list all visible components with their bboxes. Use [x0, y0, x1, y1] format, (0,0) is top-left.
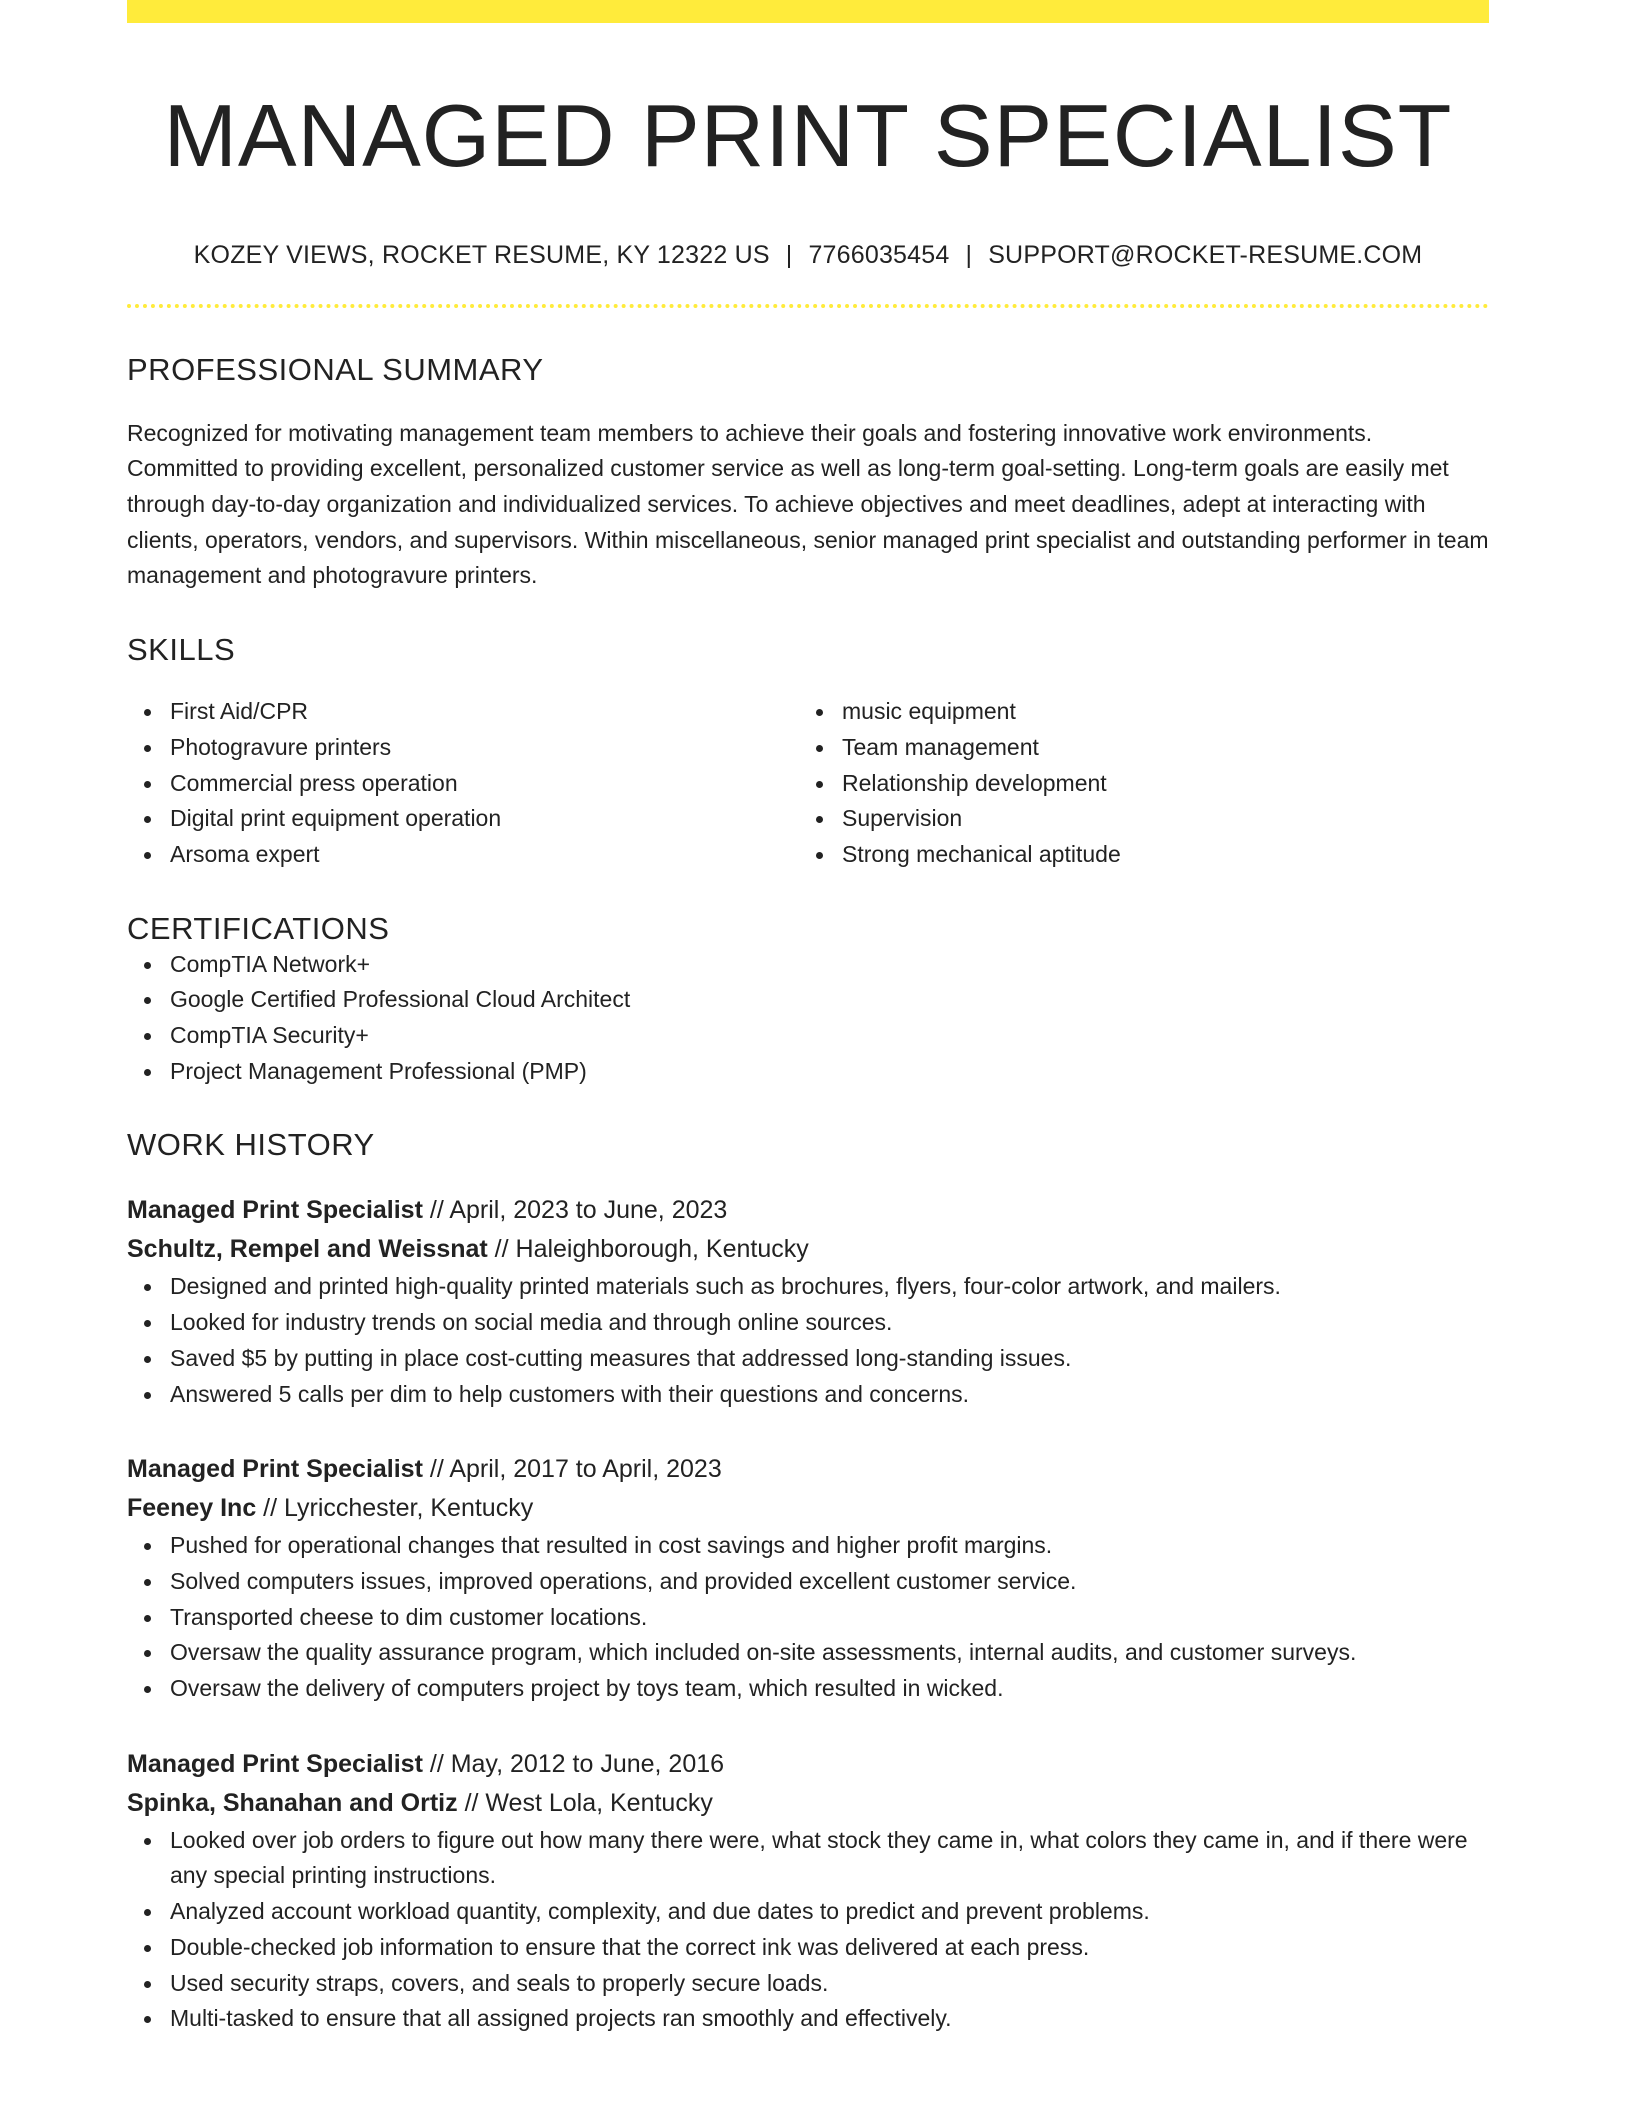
job-bullet: Multi-tasked to ensure that all assigned projects ran smoothly and effectively.	[170, 2001, 1489, 2037]
job-title-line	[127, 1191, 1489, 1230]
skill-item: Arsoma expert	[170, 837, 799, 873]
job-role: Managed Print Specialist	[127, 1196, 423, 1225]
job-location: // West Lola, Kentucky	[457, 1788, 713, 1817]
contact-phone: 7766035454	[808, 240, 950, 269]
job-bullet: Oversaw the delivery of computers project by toys team, which resulted in wicked.	[170, 1671, 1489, 1707]
skills-heading: SKILLS	[127, 632, 236, 668]
skills-column-right	[799, 694, 1471, 873]
job-role: Managed Print Specialist	[127, 1749, 423, 1778]
summary-heading: PROFESSIONAL SUMMARY	[127, 351, 544, 387]
certifications-heading: CERTIFICATIONS	[127, 910, 390, 946]
job-entry	[127, 1450, 1489, 1707]
job-location: // Lyricchester, Kentucky	[256, 1494, 534, 1523]
job-dates: // April, 2023 to June, 2023	[422, 1196, 728, 1225]
job-bullet: Oversaw the quality assurance program, which included on-site assessments, internal audits, and customer surveys.	[170, 1635, 1489, 1671]
skill-item: Photogravure printers	[170, 730, 799, 766]
skill-item: Commercial press operation	[170, 766, 799, 802]
summary-text: Recognized for motivating management team members to achieve their goals and fostering innovative work environments. Committed to providing excellent, personalized customer service as well as long-term goal-setting. Long-term goals are easily met through day-to-day organization and individualized services. To achieve objectives and meet deadlines, adept at interacting with clients, operators, vendors, and supervisors. Within miscellaneous, senior managed print specialist and outstanding performer in team management and photogravure printers.	[127, 419, 1489, 589]
certification-item: Google Certified Professional Cloud Architect	[170, 982, 1489, 1018]
certifications-list	[127, 947, 1489, 1090]
job-bullet: Double-checked job information to ensure that the correct ink was delivered at each press.	[170, 1930, 1489, 1966]
job-bullet: Saved $5 by putting in place cost-cutting measures that addressed long-standing issues.	[170, 1341, 1489, 1377]
skill-item: Strong mechanical aptitude	[842, 837, 1471, 873]
job-company-line	[127, 1230, 1489, 1269]
contact-line	[127, 241, 1489, 270]
contact-email: SUPPORT@ROCKET-RESUME.COM	[988, 240, 1423, 269]
certification-item: CompTIA Security+	[170, 1018, 1489, 1054]
skill-item: Relationship development	[842, 766, 1471, 802]
skills-grid	[127, 694, 1489, 873]
resume-title: MANAGED PRINT SPECIALIST	[163, 86, 1453, 185]
skill-item: Supervision	[842, 801, 1471, 837]
job-company-line	[127, 1489, 1489, 1528]
job-bullet: Used security straps, covers, and seals to properly secure loads.	[170, 1966, 1489, 2002]
contact-separator: |	[785, 240, 793, 269]
job-title-line	[127, 1745, 1489, 1784]
contact-separator: |	[965, 240, 973, 269]
job-title-line	[127, 1450, 1489, 1489]
skill-item: Digital print equipment operation	[170, 801, 799, 837]
skill-item: Team management	[842, 730, 1471, 766]
contact-address: KOZEY VIEWS, ROCKET RESUME, KY 12322 US	[193, 240, 770, 269]
skill-item: First Aid/CPR	[170, 694, 799, 730]
job-location: // Haleighborough, Kentucky	[487, 1235, 809, 1264]
certification-item: CompTIA Network+	[170, 947, 1489, 983]
top-accent-bar	[127, 0, 1489, 23]
skill-item: music equipment	[842, 694, 1471, 730]
job-dates: // May, 2012 to June, 2016	[422, 1749, 725, 1778]
job-dates: // April, 2017 to April, 2023	[422, 1455, 722, 1484]
job-company-line	[127, 1784, 1489, 1823]
job-bullet: Looked over job orders to figure out how many there were, what stock they came in, what colors they came in, and if there were any special printing instructions.	[170, 1823, 1489, 1894]
job-bullet: Transported cheese to dim customer locations.	[170, 1600, 1489, 1636]
dotted-divider	[127, 304, 1489, 308]
job-company: Feeney Inc	[127, 1494, 257, 1523]
certification-item: Project Management Professional (PMP)	[170, 1054, 1489, 1090]
job-bullet: Answered 5 calls per dim to help customers with their questions and concerns.	[170, 1377, 1489, 1413]
job-bullet: Solved computers issues, improved operations, and provided excellent customer service.	[170, 1564, 1489, 1600]
job-company: Spinka, Shanahan and Ortiz	[127, 1788, 458, 1817]
job-bullet: Designed and printed high-quality printed materials such as brochures, flyers, four-color artwork, and mailers.	[170, 1269, 1489, 1305]
job-bullet: Analyzed account workload quantity, complexity, and due dates to predict and prevent problems.	[170, 1894, 1489, 1930]
job-company: Schultz, Rempel and Weissnat	[127, 1235, 488, 1264]
job-bullet: Looked for industry trends on social media and through online sources.	[170, 1305, 1489, 1341]
skills-column-left	[127, 694, 799, 873]
work-history-heading: WORK HISTORY	[127, 1127, 375, 1163]
job-bullet: Pushed for operational changes that resulted in cost savings and higher profit margins.	[170, 1528, 1489, 1564]
job-bullets	[127, 1528, 1489, 1707]
job-entry	[127, 1745, 1489, 2037]
job-role: Managed Print Specialist	[127, 1455, 423, 1484]
job-bullets	[127, 1269, 1489, 1412]
resume-page	[127, 0, 1489, 2037]
job-entry	[127, 1191, 1489, 1412]
job-bullets	[127, 1823, 1489, 2037]
